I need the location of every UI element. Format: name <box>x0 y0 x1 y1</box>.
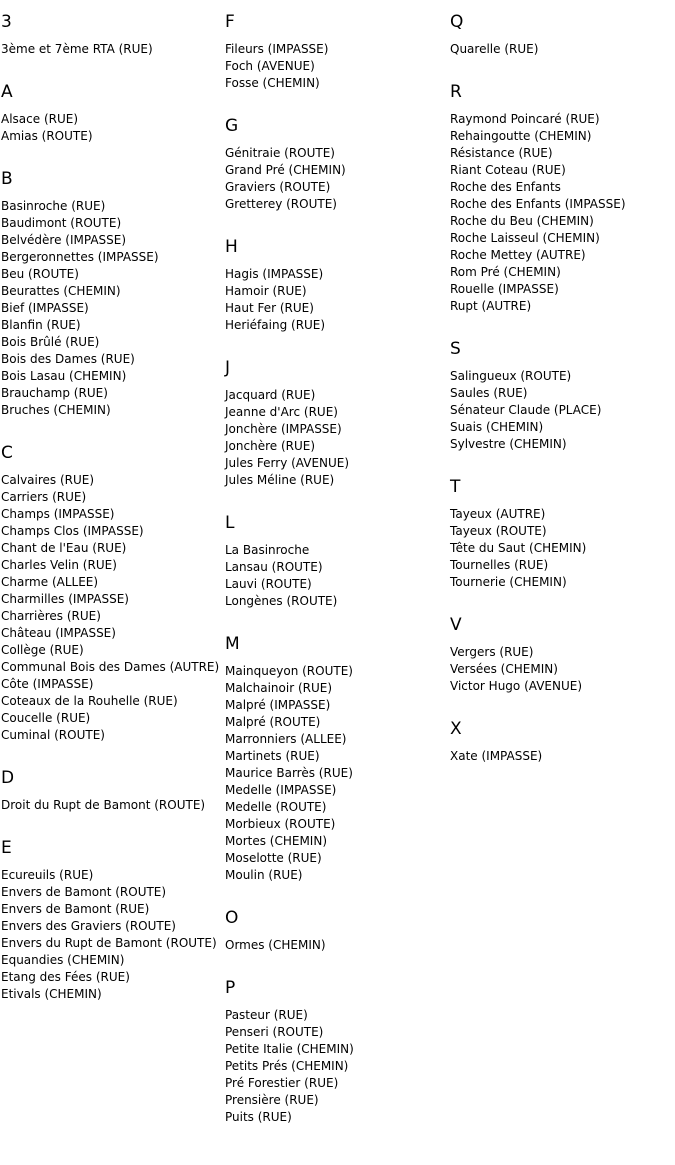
letter-heading: T <box>450 477 461 497</box>
street-link[interactable]: Penseri (ROUTE) <box>225 1025 324 1039</box>
street-link[interactable]: Droit du Rupt de Bamont (ROUTE) <box>1 798 206 812</box>
street-link[interactable]: Communal Bois des Dames (AUTRE) <box>1 660 220 674</box>
street-link[interactable]: Bergeronnettes (IMPASSE) <box>1 250 159 264</box>
street-link[interactable]: Champs (IMPASSE) <box>1 507 115 521</box>
street-list <box>1 867 223 1003</box>
letter-section <box>450 614 674 695</box>
street-list <box>225 937 447 954</box>
street-link[interactable]: Lansau (ROUTE) <box>225 560 323 574</box>
street-link[interactable]: Roche des Enfants <box>450 180 561 194</box>
street-link[interactable]: Rom Pré (CHEMIN) <box>450 265 561 279</box>
street-link[interactable]: Ecureuils (RUE) <box>1 868 94 882</box>
street-index-column-3 <box>450 11 674 788</box>
street-link[interactable]: Cuminal (ROUTE) <box>1 728 105 742</box>
street-link[interactable]: Envers du Rupt de Bamont (ROUTE) <box>1 936 217 950</box>
letter-heading: L <box>225 513 235 533</box>
street-link[interactable]: Coteaux de la Rouhelle (RUE) <box>1 694 178 708</box>
letter-section <box>450 81 674 315</box>
letter-section <box>225 633 447 884</box>
street-link[interactable]: La Basinroche <box>225 543 310 557</box>
street-link[interactable]: Petits Prés (CHEMIN) <box>225 1059 349 1073</box>
street-link[interactable]: Champs Clos (IMPASSE) <box>1 524 144 538</box>
street-link[interactable]: Vergers (RUE) <box>450 645 534 659</box>
street-link[interactable]: Martinets (RUE) <box>225 749 320 763</box>
street-link[interactable]: Morbieux (ROUTE) <box>225 817 336 831</box>
street-link[interactable]: Belvédère (IMPASSE) <box>1 233 127 247</box>
letter-heading: O <box>225 908 239 928</box>
street-link[interactable]: Beu (ROUTE) <box>1 267 79 281</box>
street-link[interactable]: Riant Coteau (RUE) <box>450 163 566 177</box>
letter-heading: P <box>225 978 236 998</box>
street-index-column-1 <box>1 11 223 1026</box>
street-link[interactable]: Envers des Graviers (ROUTE) <box>1 919 176 933</box>
street-link[interactable]: Charme (ALLEE) <box>1 575 99 589</box>
street-link[interactable]: Baudimont (ROUTE) <box>1 216 122 230</box>
letter-heading: D <box>1 768 15 788</box>
street-link[interactable]: Roche Mettey (AUTRE) <box>450 248 586 262</box>
street-link[interactable]: Foch (AVENUE) <box>225 59 315 73</box>
street-link[interactable]: Bois Lasau (CHEMIN) <box>1 369 127 383</box>
letter-heading: R <box>450 82 462 102</box>
street-link[interactable]: Jonchère (RUE) <box>225 439 316 453</box>
street-link[interactable]: Victor Hugo (AVENUE) <box>450 679 583 693</box>
street-link[interactable]: Longènes (ROUTE) <box>225 594 338 608</box>
street-link[interactable]: Charrières (RUE) <box>1 609 101 623</box>
street-link[interactable]: Puits (RUE) <box>225 1110 292 1124</box>
street-list <box>225 145 447 213</box>
street-link[interactable]: Heriéfaing (RUE) <box>225 318 326 332</box>
letter-heading: G <box>225 116 239 136</box>
street-list <box>1 472 223 744</box>
street-link[interactable]: Raymond Poincaré (RUE) <box>450 112 600 126</box>
street-link[interactable]: Fosse (CHEMIN) <box>225 76 320 90</box>
street-list <box>1 41 223 58</box>
letter-section <box>225 236 447 334</box>
street-link[interactable]: Beurattes (CHEMIN) <box>1 284 121 298</box>
street-link[interactable]: Chant de l'Eau (RUE) <box>1 541 127 555</box>
street-link[interactable]: Tournerie (CHEMIN) <box>450 575 567 589</box>
street-link[interactable]: Equandies (CHEMIN) <box>1 953 125 967</box>
letter-section <box>225 907 447 954</box>
street-link[interactable]: Petite Italie (CHEMIN) <box>225 1042 354 1056</box>
street-link[interactable]: Malpré (ROUTE) <box>225 715 321 729</box>
street-link[interactable]: Hamoir (RUE) <box>225 284 307 298</box>
street-link[interactable]: Bois Brûlé (RUE) <box>1 335 100 349</box>
street-link[interactable]: Tayeux (ROUTE) <box>450 524 547 538</box>
street-link[interactable]: Brauchamp (RUE) <box>1 386 108 400</box>
letter-section <box>225 115 447 213</box>
street-link[interactable]: Château (IMPASSE) <box>1 626 116 640</box>
street-index-column-2 <box>225 11 447 1149</box>
street-link[interactable]: Blanfin (RUE) <box>1 318 81 332</box>
street-link[interactable]: Amias (ROUTE) <box>1 129 93 143</box>
letter-heading: A <box>1 82 13 102</box>
street-link[interactable]: Sénateur Claude (PLACE) <box>450 403 602 417</box>
street-link[interactable]: Moselotte (RUE) <box>225 851 322 865</box>
street-link[interactable]: Calvaires (RUE) <box>1 473 95 487</box>
street-link[interactable]: Rehaingoutte (CHEMIN) <box>450 129 592 143</box>
letter-section <box>1 81 223 145</box>
street-link[interactable]: Coucelle (RUE) <box>1 711 91 725</box>
street-link[interactable]: Envers de Bamont (ROUTE) <box>1 885 167 899</box>
street-link[interactable]: Jules Méline (RUE) <box>225 473 335 487</box>
street-link[interactable]: Versées (CHEMIN) <box>450 662 558 676</box>
street-list <box>1 111 223 145</box>
street-link[interactable]: Gretterey (ROUTE) <box>225 197 337 211</box>
letter-heading: E <box>1 838 12 858</box>
street-list <box>225 41 447 92</box>
letter-heading: 3 <box>1 12 12 32</box>
letter-heading: H <box>225 237 238 257</box>
street-link[interactable]: Grand Pré (CHEMIN) <box>225 163 346 177</box>
street-list <box>450 111 674 315</box>
letter-section <box>225 357 447 489</box>
street-link[interactable]: Lauvi (ROUTE) <box>225 577 312 591</box>
letter-section <box>1 168 223 419</box>
street-link[interactable]: Génitraie (ROUTE) <box>225 146 335 160</box>
letter-section <box>450 476 674 591</box>
street-link[interactable]: Jacquard (RUE) <box>225 388 316 402</box>
street-list <box>450 748 674 765</box>
street-link[interactable]: Rupt (AUTRE) <box>450 299 532 313</box>
street-link[interactable]: Maurice Barrès (RUE) <box>225 766 353 780</box>
letter-heading: F <box>225 12 235 32</box>
street-link[interactable]: Jeanne d'Arc (RUE) <box>225 405 338 419</box>
letter-heading: V <box>450 615 462 635</box>
street-list <box>225 387 447 489</box>
street-list <box>1 797 223 814</box>
street-link[interactable]: Tête du Saut (CHEMIN) <box>450 541 587 555</box>
street-link[interactable]: Graviers (ROUTE) <box>225 180 331 194</box>
street-link[interactable]: Charmilles (IMPASSE) <box>1 592 129 606</box>
street-link[interactable]: Salingueux (ROUTE) <box>450 369 572 383</box>
street-link[interactable]: Prensière (RUE) <box>225 1093 319 1107</box>
letter-section <box>450 718 674 765</box>
street-link[interactable]: Saules (RUE) <box>450 386 528 400</box>
street-link[interactable]: Jules Ferry (AVENUE) <box>225 456 350 470</box>
street-link[interactable]: Malpré (IMPASSE) <box>225 698 331 712</box>
street-link[interactable]: Côte (IMPASSE) <box>1 677 94 691</box>
letter-heading: B <box>1 169 13 189</box>
street-link[interactable]: Pré Forestier (RUE) <box>225 1076 339 1090</box>
street-list <box>450 41 674 58</box>
street-link[interactable]: Basinroche (RUE) <box>1 199 106 213</box>
street-link[interactable]: Tayeux (AUTRE) <box>450 507 546 521</box>
letter-section <box>1 11 223 58</box>
street-link[interactable]: Jonchère (IMPASSE) <box>225 422 342 436</box>
street-link[interactable]: Ormes (CHEMIN) <box>225 938 326 952</box>
letter-section <box>225 11 447 92</box>
street-link[interactable]: Bruches (CHEMIN) <box>1 403 111 417</box>
street-list <box>450 506 674 591</box>
street-link[interactable]: 3ème et 7ème RTA (RUE) <box>1 42 153 56</box>
letter-heading: M <box>225 634 240 654</box>
street-link[interactable]: Roche du Beu (CHEMIN) <box>450 214 594 228</box>
street-link[interactable]: Quarelle (RUE) <box>450 42 539 56</box>
street-link[interactable]: Pasteur (RUE) <box>225 1008 308 1022</box>
street-link[interactable]: Charles Velin (RUE) <box>1 558 117 572</box>
street-link[interactable]: Résistance (RUE) <box>450 146 553 160</box>
street-list <box>225 663 447 884</box>
street-list <box>225 542 447 610</box>
street-link[interactable]: Moulin (RUE) <box>225 868 303 882</box>
street-link[interactable]: Haut Fer (RUE) <box>225 301 314 315</box>
letter-section <box>1 767 223 814</box>
letter-heading: Q <box>450 12 464 32</box>
street-link[interactable]: Sylvestre (CHEMIN) <box>450 437 567 451</box>
street-link[interactable]: Xate (IMPASSE) <box>450 749 543 763</box>
street-link[interactable]: Carriers (RUE) <box>1 490 87 504</box>
street-link[interactable]: Malchainoir (RUE) <box>225 681 333 695</box>
street-link[interactable]: Hagis (IMPASSE) <box>225 267 324 281</box>
street-link[interactable]: Bois des Dames (RUE) <box>1 352 135 366</box>
letter-section <box>225 512 447 610</box>
letter-heading: C <box>1 443 13 463</box>
letter-section <box>450 11 674 58</box>
street-link[interactable]: Roche des Enfants (IMPASSE) <box>450 197 626 211</box>
street-list <box>450 644 674 695</box>
street-link[interactable]: Alsace (RUE) <box>1 112 79 126</box>
street-link[interactable]: Medelle (IMPASSE) <box>225 783 337 797</box>
street-link[interactable]: Mainqueyon (ROUTE) <box>225 664 353 678</box>
street-list <box>450 368 674 453</box>
letter-section <box>1 442 223 744</box>
street-link[interactable]: Etang des Fées (RUE) <box>1 970 130 984</box>
street-list <box>225 1007 447 1126</box>
letter-section <box>225 977 447 1126</box>
street-link[interactable]: Suais (CHEMIN) <box>450 420 544 434</box>
street-link[interactable]: Medelle (ROUTE) <box>225 800 327 814</box>
street-list <box>1 198 223 419</box>
letter-section <box>450 338 674 453</box>
street-link[interactable]: Marronniers (ALLEE) <box>225 732 347 746</box>
street-link[interactable]: Roche Laisseul (CHEMIN) <box>450 231 600 245</box>
letter-heading: X <box>450 719 462 739</box>
street-link[interactable]: Bief (IMPASSE) <box>1 301 89 315</box>
street-link[interactable]: Envers de Bamont (RUE) <box>1 902 150 916</box>
street-link[interactable]: Fileurs (IMPASSE) <box>225 42 329 56</box>
street-link[interactable]: Etivals (CHEMIN) <box>1 987 102 1001</box>
street-list <box>225 266 447 334</box>
street-link[interactable]: Mortes (CHEMIN) <box>225 834 327 848</box>
street-link[interactable]: Tournelles (RUE) <box>450 558 549 572</box>
letter-section <box>1 837 223 1003</box>
street-link[interactable]: Rouelle (IMPASSE) <box>450 282 559 296</box>
letter-heading: S <box>450 339 461 359</box>
letter-heading: J <box>225 358 231 378</box>
street-link[interactable]: Collège (RUE) <box>1 643 84 657</box>
